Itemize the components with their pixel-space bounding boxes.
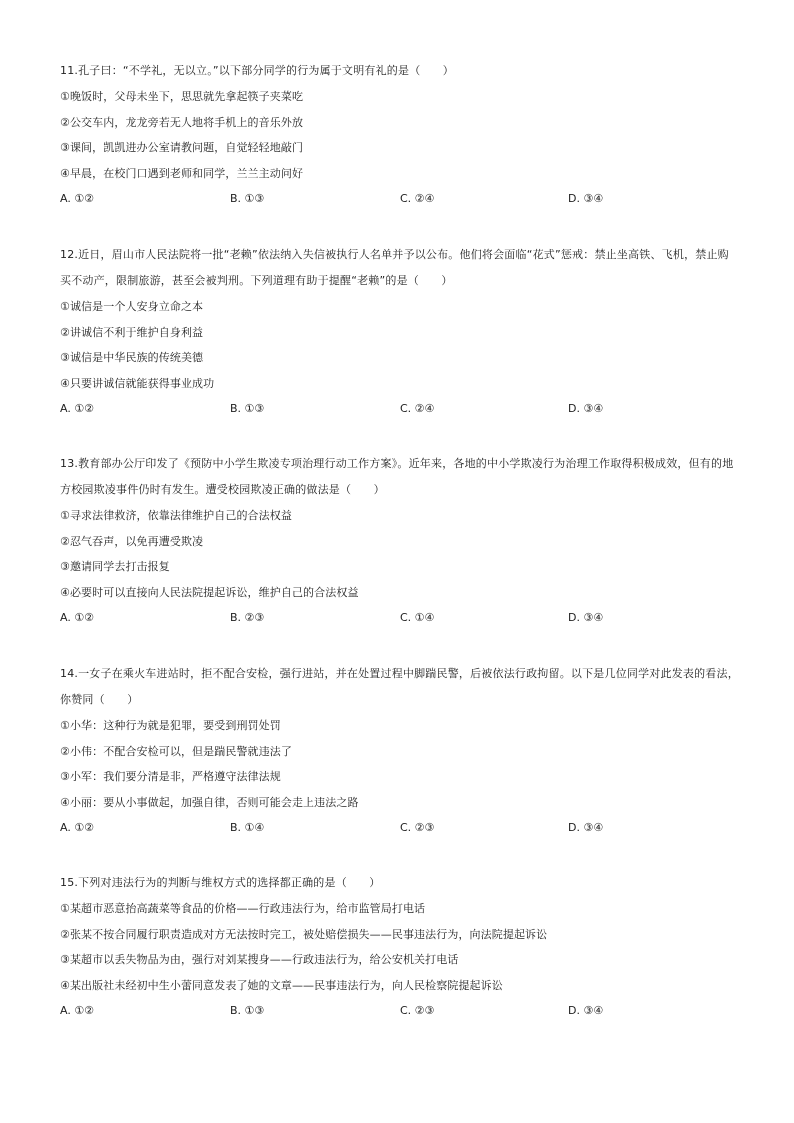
option-2: ②忍气吞声，以免再遭受欺凌: [60, 534, 204, 548]
option-3: ③诚信是中华民族的传统美德: [60, 351, 204, 364]
answer-choices: [60, 186, 740, 212]
question-stem: 14.一女子在乘火车进站时，拒不配合安检，强行进站，并在处置过程中脚踹民警，后被依法行政拘留。以下是几位同学对此发表的看法，你赞同（ ）: [60, 667, 739, 706]
choice-c[interactable]: C. ②③: [400, 1004, 435, 1017]
choice-b[interactable]: B. ①③: [230, 192, 265, 205]
choice-a[interactable]: A. ①②: [60, 821, 95, 834]
choice-b[interactable]: B. ①④: [230, 821, 265, 834]
answer-choices: [60, 998, 740, 1024]
question-stem: 15.下列对违法行为的判断与维权方式的选择都正确的是（ ）: [60, 876, 381, 889]
choice-d[interactable]: D. ③④: [568, 402, 604, 415]
choice-a[interactable]: A. ①②: [60, 1004, 95, 1017]
option-2: ②张某不按合同履行职责造成对方无法按时完工，被处赔偿损失——民事违法行为，向法院提起诉讼: [60, 927, 548, 941]
option-4: ④小丽：要从小事做起，加强自律，否则可能会走上违法之路: [60, 795, 359, 809]
option-1: ①某超市恶意抬高蔬菜等食品的价格——行政违法行为，给市监管局打电话: [60, 902, 426, 915]
choice-b[interactable]: B. ①③: [230, 402, 265, 415]
option-4: ④早晨，在校门口遇到老师和同学，兰兰主动问好: [60, 166, 304, 180]
option-1: ①寻求法律救济，依靠法律维护自己的合法权益: [60, 509, 292, 522]
question-stem: 11.孔子曰：“不学礼，无以立。”以下部分同学的行为属于文明有礼的是（ ）: [60, 64, 454, 77]
option-4: ④只要讲诚信就能获得事业成功: [60, 376, 215, 390]
choice-d[interactable]: D. ③④: [568, 611, 604, 624]
question-12: [60, 242, 740, 422]
choice-c[interactable]: C. ②④: [400, 402, 435, 415]
option-2: ②公交车内，龙龙旁若无人地将手机上的音乐外放: [60, 115, 304, 129]
choice-c[interactable]: C. ②④: [400, 192, 435, 205]
option-3: ③邀请同学去打击报复: [60, 560, 170, 573]
option-1: ①诚信是一个人安身立命之本: [60, 300, 204, 313]
question-11: [60, 58, 740, 212]
answer-choices: [60, 396, 740, 422]
question-stem: 13.教育部办公厅印发了《预防中小学生欺凌专项治理行动工作方案》。近年来，各地的中小学欺凌行为治理工作取得积极成效，但有的地方校园欺凌事件仍时有发生。遭受校园欺凌正确的做法是（ ）: [60, 457, 734, 496]
option-2: ②讲诚信不利于维护自身利益: [60, 325, 204, 339]
choice-b[interactable]: B. ①③: [230, 1004, 265, 1017]
question-13: [60, 451, 740, 631]
question-15: [60, 870, 740, 1024]
option-4: ④某出版社未经初中生小蕾同意发表了她的文章——民事违法行为，向人民检察院提起诉讼: [60, 978, 503, 992]
choice-d[interactable]: D. ③④: [568, 821, 604, 834]
choice-d[interactable]: D. ③④: [568, 1004, 604, 1017]
answer-choices: [60, 605, 740, 631]
choice-c[interactable]: C. ②③: [400, 821, 435, 834]
option-3: ③某超市以丢失物品为由，强行对刘某搜身——行政违法行为，给公安机关打电话: [60, 953, 459, 966]
choice-a[interactable]: A. ①②: [60, 402, 95, 415]
choice-d[interactable]: D. ③④: [568, 192, 604, 205]
choice-a[interactable]: A. ①②: [60, 192, 95, 205]
choice-a[interactable]: A. ①②: [60, 611, 95, 624]
choice-c[interactable]: C. ①④: [400, 611, 435, 624]
question-14: [60, 661, 740, 841]
answer-choices: [60, 815, 740, 841]
question-stem: 12.近日，眉山市人民法院将一批“老赖”依法纳入失信被执行人名单并予以公布。他们将会面临“花式”惩戒：禁止坐高铁、飞机，禁止购买不动产，限制旅游，甚至会被判刑。下列道理有助于提醒“老赖”的是（ ）: [60, 248, 729, 287]
option-3: ③课间，凯凯进办公室请教问题，自觉轻轻地敲门: [60, 141, 304, 154]
option-1: ①晚饭时，父母未坐下，思思就先拿起筷子夹菜吃: [60, 90, 304, 103]
option-3: ③小军：我们要分清是非，严格遵守法律法规: [60, 770, 281, 783]
option-4: ④必要时可以直接向人民法院提起诉讼，维护自己的合法权益: [60, 585, 359, 599]
option-2: ②小伟：不配合安检可以，但是踹民警就违法了: [60, 744, 292, 758]
option-1: ①小华：这种行为就是犯罪，要受到刑罚处罚: [60, 719, 281, 732]
choice-b[interactable]: B. ②③: [230, 611, 265, 624]
